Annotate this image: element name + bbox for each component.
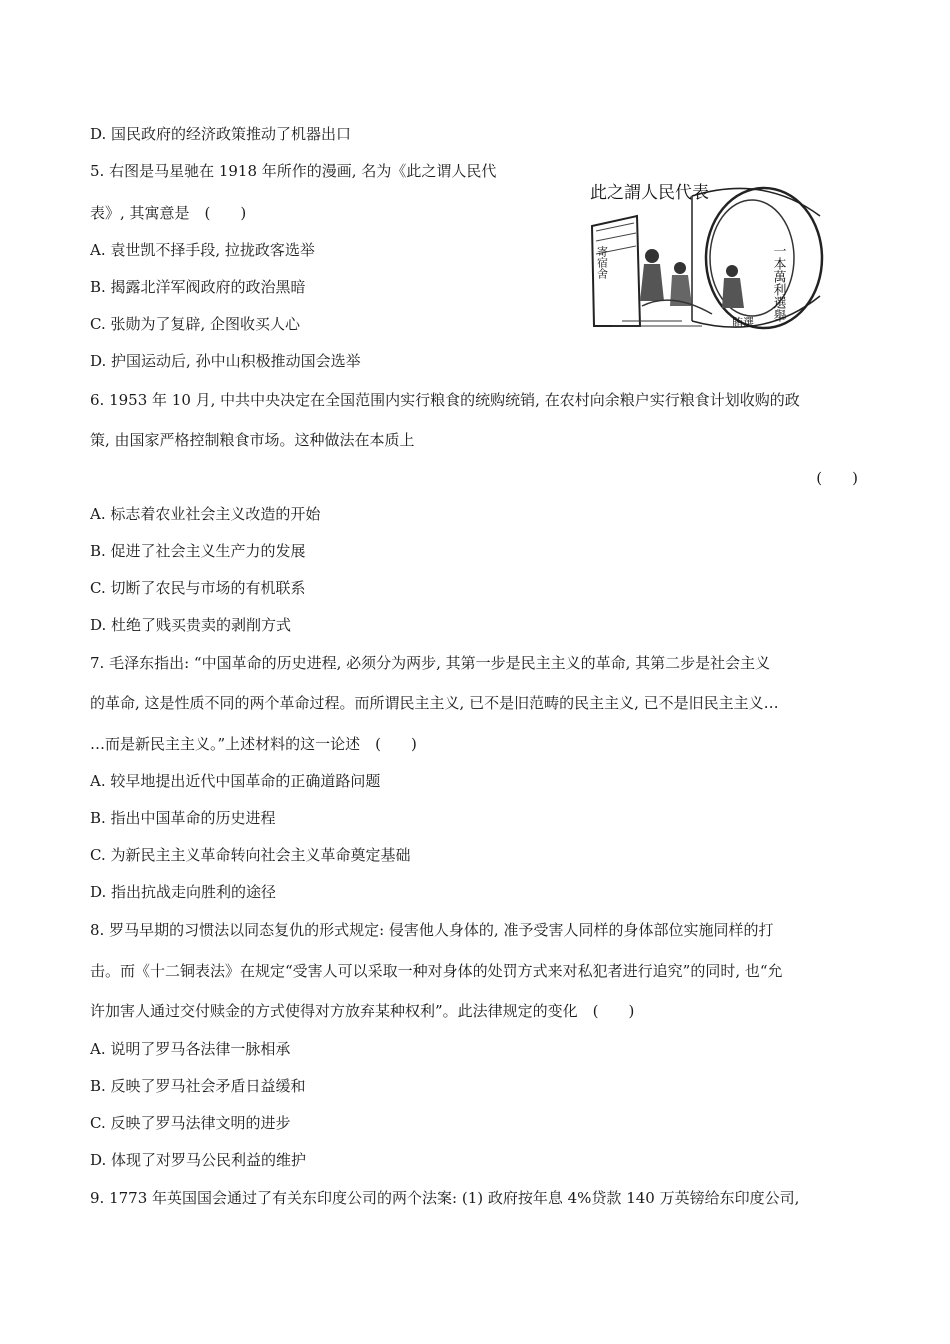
q6-stem-2: 策, 由国家严格控制粮食市场。这种做法在本质上 [90,431,415,449]
cartoon-title: 此之謂人民代表 [590,183,709,203]
q6-option-b: B. 促进了社会主义生产力的发展 [90,542,306,560]
q4-option-d: D. 国民政府的经济政策推动了机器出口 [90,125,352,143]
q6-stem-1: 6. 1953 年 10 月, 中共中央决定在全国范围内实行粮食的统购统销, 在农村向余粮户实行粮食计划收购的政 [90,391,800,409]
q7-option-c: C. 为新民主主义革命转向社会主义革命奠定基础 [90,846,411,864]
q8-stem-3: 许加害人通过交付赎金的方式使得对方放弃某种权利”。此法律规定的变化 ( ) [90,1002,635,1020]
q8-option-c: C. 反映了罗马法律文明的进步 [90,1114,291,1132]
q8-stem-2: 击。而《十二铜表法》在规定“受害人可以采取一种对身体的处罚方式来对私犯者进行追究”的同时, 也“允 [90,962,783,980]
q5-option-c: C. 张勋为了复辟, 企图收买人心 [90,315,301,333]
q8-option-b: B. 反映了罗马社会矛盾日益缓和 [90,1077,306,1095]
cartoon-label-right: 一本萬利選舉 [770,244,786,322]
q7-stem-1: 7. 毛泽东指出: “中国革命的历史进程, 必须分为两步, 其第一步是民主主义的革命, 其第二步是社会主义 [90,654,771,672]
q7-stem-2: 的革命, 这是性质不同的两个革命过程。而所谓民主主义, 已不是旧范畴的民主主义, 已不是旧民主主义… [90,694,779,712]
cartoon-label-left: 寄宿舍 [595,246,609,279]
q6-answer-bracket: ( ) [816,469,858,487]
q8-option-a: A. 说明了罗马各法律一脉相承 [90,1040,291,1058]
q9-stem-1: 9. 1773 年英国国会通过了有关东印度公司的两个法案: (1) 政府按年息 4%贷款 140 万英镑给东印度公司, [90,1189,800,1207]
q6-option-d: D. 杜绝了贱买贵卖的剥削方式 [90,616,292,634]
q8-option-d: D. 体现了对罗马公民利益的维护 [90,1151,307,1169]
q7-stem-3: …而是新民主主义。”上述材料的这一论述 ( ) [90,735,417,753]
cartoon-illustration [582,176,828,330]
q5-option-b: B. 揭露北洋军阀政府的政治黑暗 [90,278,306,296]
q5-option-d: D. 护国运动后, 孙中山积极推动国会选举 [90,352,361,370]
q7-option-d: D. 指出抗战走向胜利的途径 [90,883,277,901]
cartoon-label-bottom: 賄選 [732,316,754,329]
q7-option-b: B. 指出中国革命的历史进程 [90,809,276,827]
q6-option-a: A. 标志着农业社会主义改造的开始 [90,505,321,523]
q5-stem-2: 表》, 其寓意是 ( ) [90,204,247,222]
q8-stem-1: 8. 罗马早期的习惯法以同态复仇的形式规定: 侵害他人身体的, 准予受害人同样的身体部位实施同样的打 [90,921,774,939]
q5-stem-1: 5. 右图是马星驰在 1918 年所作的漫画, 名为《此之谓人民代 [90,162,497,180]
q7-option-a: A. 较早地提出近代中国革命的正确道路问题 [90,772,381,790]
q5-option-a: A. 袁世凯不择手段, 拉拢政客选举 [90,241,315,259]
q6-option-c: C. 切断了农民与市场的有机联系 [90,579,306,597]
